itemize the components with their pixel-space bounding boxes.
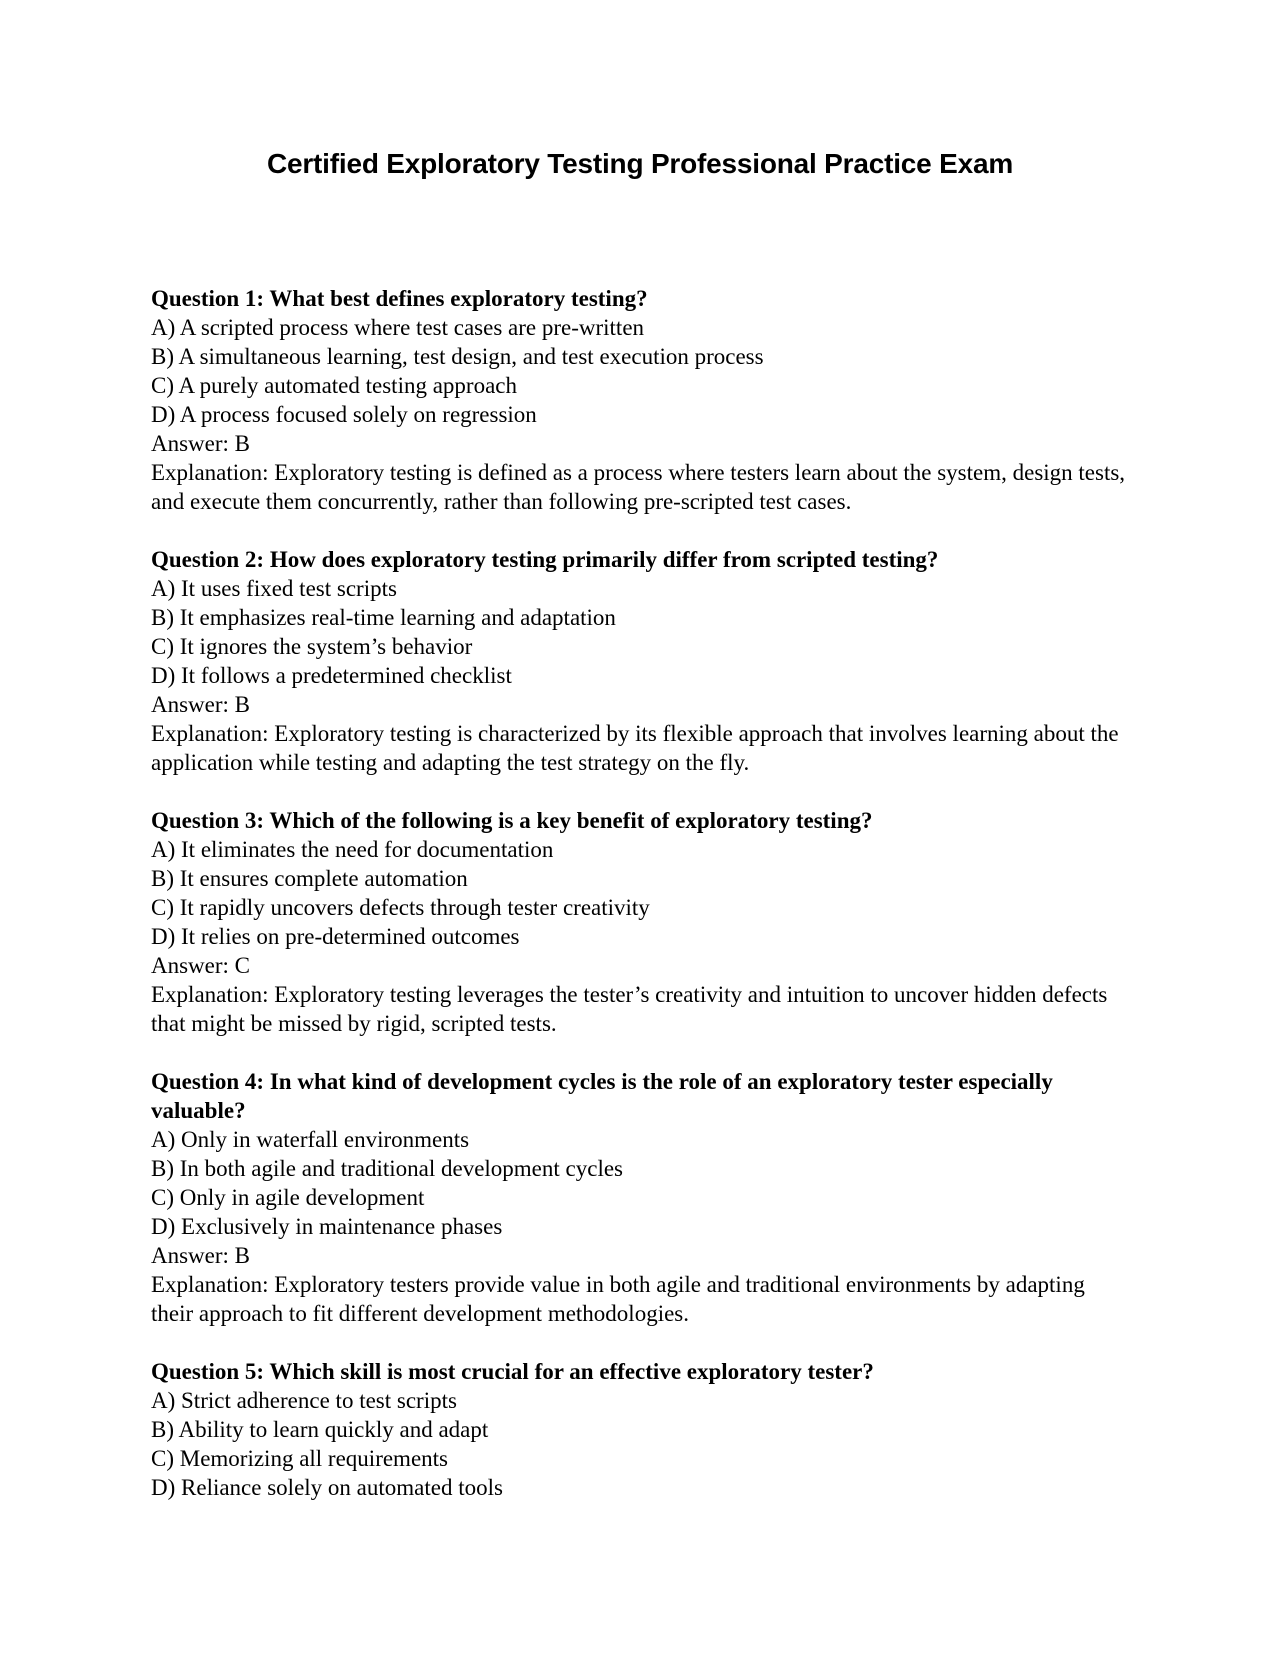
option-d: D) It follows a predetermined checklist [151, 663, 512, 688]
option-a: A) It uses fixed test scripts [151, 576, 397, 601]
question-heading: Question 5: Which skill is most crucial for an effective exploratory tester? [151, 1359, 874, 1384]
question-3 [151, 806, 1131, 1038]
option-a: A) Only in waterfall environments [151, 1127, 470, 1152]
page-title: Certified Exploratory Testing Professional Practice Exam [266, 148, 1014, 179]
option-b: B) Ability to learn quickly and adapt [151, 1417, 489, 1442]
option-b: B) It ensures complete automation [151, 866, 468, 891]
question-heading: Question 1: What best defines exploratory testing? [151, 286, 648, 311]
question-heading: Question 3: Which of the following is a key benefit of exploratory testing? [151, 808, 873, 833]
explanation-text: Explanation: Exploratory testing is defined as a process where testers learn about the system, design tests, and execute them concurrently, rather than following pre-scripted test cases. [151, 460, 1126, 514]
option-c: C) Memorizing all requirements [151, 1446, 449, 1471]
option-b: B) It emphasizes real-time learning and adaptation [151, 605, 616, 630]
answer-line: Answer: B [151, 431, 251, 456]
question-heading: Question 2: How does exploratory testing primarily differ from scripted testing? [151, 547, 939, 572]
option-a: A) Strict adherence to test scripts [151, 1388, 457, 1413]
option-c: C) It rapidly uncovers defects through tester creativity [151, 895, 650, 920]
option-c: C) It ignores the system’s behavior [151, 634, 473, 659]
option-b: B) A simultaneous learning, test design, and test execution process [151, 344, 764, 369]
question-4 [151, 1067, 1131, 1328]
explanation-text: Explanation: Exploratory testing leverages the tester’s creativity and intuition to uncover hidden defects that might be missed by rigid, scripted tests. [151, 982, 1108, 1036]
explanation-text: Explanation: Exploratory testing is characterized by its flexible approach that involves learning about the application while testing and adapting the test strategy on the fly. [151, 721, 1119, 775]
option-c: C) A purely automated testing approach [151, 373, 517, 398]
option-c: C) Only in agile development [151, 1185, 425, 1210]
answer-line: Answer: C [151, 953, 251, 978]
question-1 [151, 284, 1131, 516]
explanation-text: Explanation: Exploratory testers provide value in both agile and traditional environments by adapting their approach to fit different development methodologies. [151, 1272, 1085, 1326]
option-d: D) A process focused solely on regression [151, 402, 537, 427]
option-d: D) It relies on pre-determined outcomes [151, 924, 520, 949]
option-d: D) Reliance solely on automated tools [151, 1475, 503, 1500]
question-2 [151, 545, 1131, 777]
option-b: B) In both agile and traditional development cycles [151, 1156, 623, 1181]
question-5 [151, 1357, 1131, 1502]
question-heading: Question 4: In what kind of development cycles is the role of an exploratory tester especially valuable? [151, 1069, 1053, 1123]
answer-line: Answer: B [151, 1243, 251, 1268]
option-a: A) It eliminates the need for documentation [151, 837, 554, 862]
question-list [151, 284, 1131, 1531]
option-a: A) A scripted process where test cases are pre-written [151, 315, 645, 340]
answer-line: Answer: B [151, 692, 251, 717]
option-d: D) Exclusively in maintenance phases [151, 1214, 503, 1239]
